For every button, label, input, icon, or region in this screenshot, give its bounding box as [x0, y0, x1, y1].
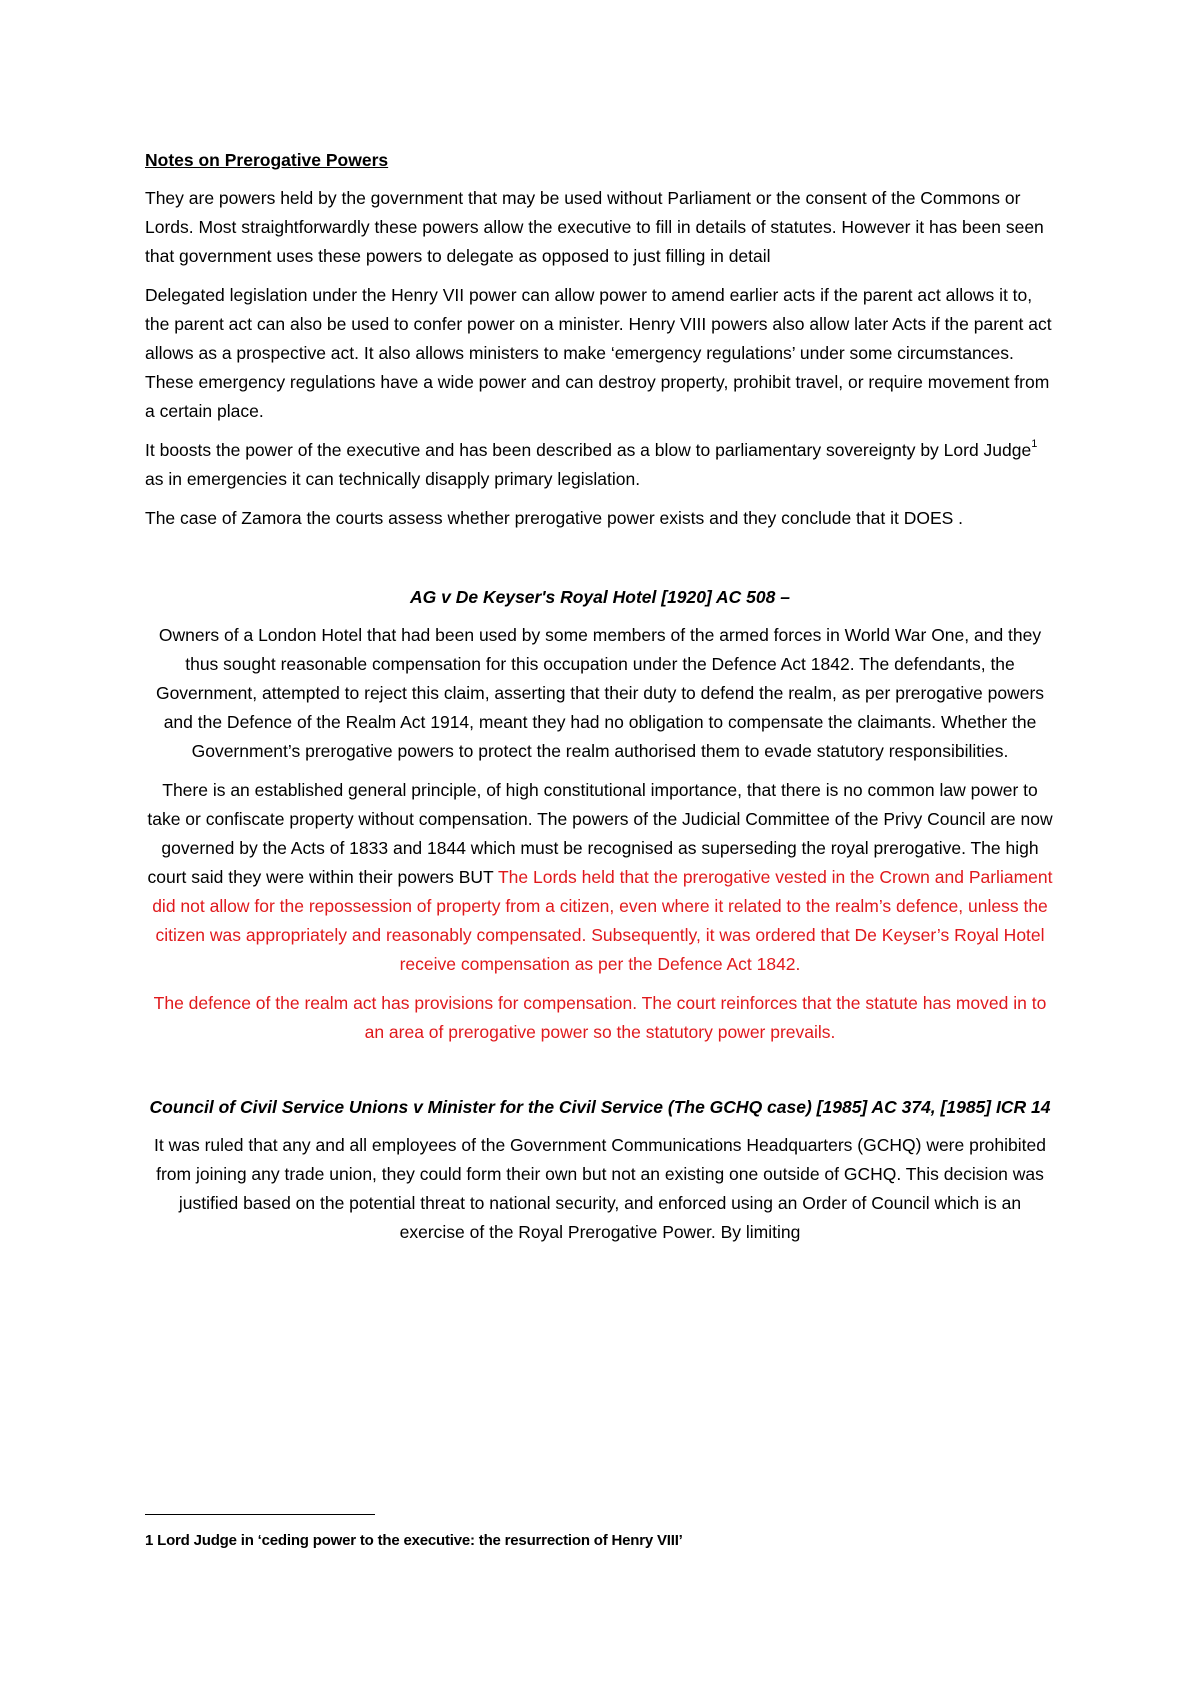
lord-judge-paragraph: [145, 436, 1055, 494]
document-title: Notes on Prerogative Powers: [145, 150, 389, 170]
de-keyser-facts: Owners of a London Hotel that had been used by some members of the armed forces in World War One, and they thus sought reasonable compensation for this occupation under the Defence Act 1842. The defendants, the Government, attempted to reject this claim, asserting that their duty to defend the realm, as per prerogative powers and the Defence of the Realm Act 1914, meant they had no obligation to compensate the claimants. Whether the Government’s prerogative powers to protect the realm authorised them to evade statutory responsibilities.: [155, 625, 1045, 761]
lord-judge-text-after: as in emergencies it can technically disapply primary legislation.: [145, 469, 641, 489]
intro-paragraph-1: They are powers held by the government that may be used without Parliament or the consent of the Commons or Lords. Most straightforwardly these powers allow the executive to fill in details of statutes. However it has been seen that government uses these powers to delegate as opposed to just filling in detail: [145, 188, 1044, 266]
intro-paragraph-2: Delegated legislation under the Henry VII power can allow power to amend earlier acts if the parent act allows it to, the parent act can also be used to confer power on a minister. Henry VIII powers also allow later Acts if the parent act allows as a prospective act. It also allows ministers to make ‘emergency regulations’ under some circumstances. These emergency regulations have a wide power and can destroy property, prohibit travel, or require movement from a certain place.: [145, 285, 1052, 421]
footnote-separator: [145, 1514, 375, 1515]
gchq-facts: It was ruled that any and all employees of the Government Communications Headquarters (GCHQ) were prohibited from joining any trade union, they could form their own but not an existing one outside of GCHQ. This decision was justified based on the potential threat to national security, and enforced using an Order of Council which is an exercise of the Royal Prerogative Power. By limiting: [154, 1135, 1046, 1242]
document-body: [145, 146, 1055, 1257]
footnote-reference[interactable]: 1: [1031, 438, 1038, 451]
case-heading-de-keyser: AG v De Keyser's Royal Hotel [1920] AC 508 –: [410, 587, 790, 607]
case-heading-gchq: Council of Civil Service Unions v Minister for the Civil Service (The GCHQ case) [1985] AC 374, [1985] ICR 14: [149, 1097, 1051, 1117]
de-keyser-holding-text: The Lords held that the prerogative vested in the Crown and Parliament did not allow for the repossession of property from a citizen, even where it related to the realm’s defence, unless the citizen was appropriately and reasonably compensated. Subsequently, it was ordered that De Keyser’s Royal Hotel receive compensation as per the Defence Act 1842.: [152, 867, 1053, 974]
footnote: 1 Lord Judge in ‘ceding power to the executive: the resurrection of Henry VIII’: [145, 1532, 683, 1549]
zamora-paragraph: The case of Zamora the courts assess whether prerogative power exists and they conclude that it DOES .: [145, 508, 964, 528]
de-keyser-conclusion: The defence of the realm act has provisions for compensation. The court reinforces that the statute has moved in to an area of prerogative power so the statutory power prevails.: [153, 993, 1047, 1042]
de-keyser-principle: [145, 776, 1055, 979]
de-keyser-principle-text: There is an established general principle, of high constitutional importance, that there is no common law power to take or confiscate property without compensation. The powers of the Judicial Committee of the Privy Council are now governed by the Acts of 1833 and 1844 which must be recognised as superseding the royal prerogative. The high court said they were within their powers BUT: [147, 780, 1053, 887]
section-spacer: [145, 1057, 1055, 1093]
section-spacer: [145, 543, 1055, 583]
lord-judge-text-before: It boosts the power of the executive and has been described as a blow to parliamentary sovereignty by Lord Judge: [145, 440, 1032, 460]
